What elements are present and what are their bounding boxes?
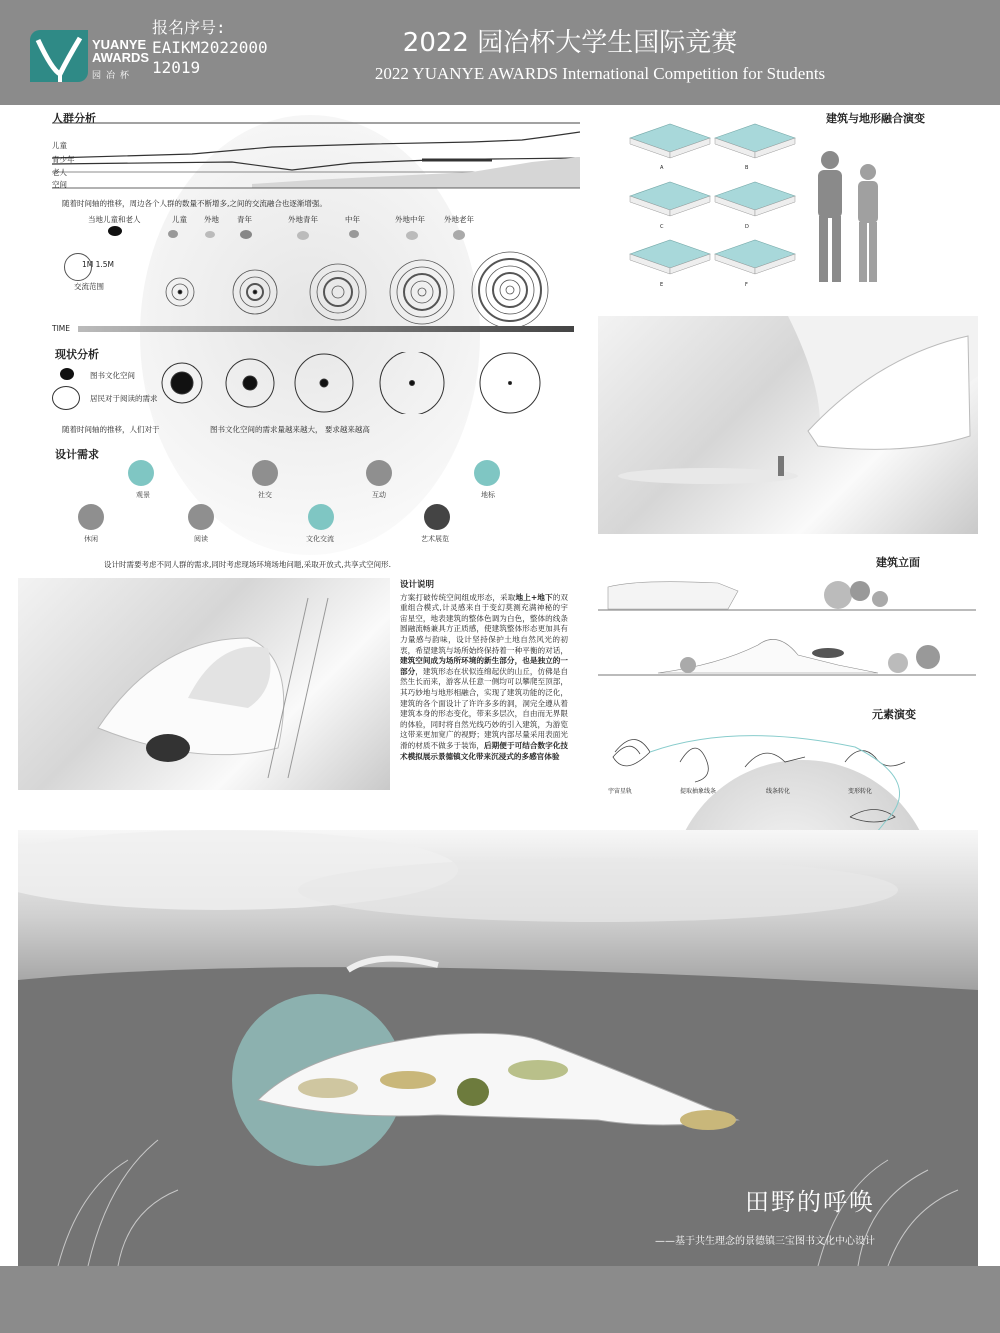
status-rings xyxy=(160,352,580,414)
need-label: 地标 xyxy=(481,491,495,499)
group-dot xyxy=(168,230,178,238)
group-label-6: 外地中年 xyxy=(395,215,425,224)
range-label: 1M 1.5M xyxy=(82,260,115,269)
logo-line1: YUANYE xyxy=(92,37,147,52)
group-dot xyxy=(108,226,122,236)
landmark-icon xyxy=(474,460,500,486)
element-step: 线条转化 xyxy=(766,788,791,795)
group-label-7: 外地老年 xyxy=(444,215,474,224)
viewing-icon xyxy=(128,460,154,486)
terrain-step: D xyxy=(745,224,749,230)
need-label: 阅读 xyxy=(194,535,208,543)
group-dot xyxy=(240,230,252,239)
yuanye-logo-icon xyxy=(30,30,88,82)
element-step: 变形转化 xyxy=(848,788,873,795)
terrain-diagrams xyxy=(625,120,800,290)
time-axis xyxy=(78,326,574,332)
status-caption2: 图书文化空间的需求量越来越大， 要求越来越高 xyxy=(210,425,370,434)
group-label-1: 儿童 xyxy=(172,215,187,224)
group-dot xyxy=(297,231,309,240)
reading-icon xyxy=(188,504,214,530)
elevation-drawings xyxy=(598,565,976,685)
group-label-4: 外地青年 xyxy=(288,215,318,224)
group-dot xyxy=(349,230,359,238)
leisure-icon xyxy=(78,504,104,530)
description-b3: 后期便于可结合数字化技术模拟展示景德镇文化带来沉浸式的多感官体验 xyxy=(400,740,569,761)
people-figures xyxy=(800,140,900,290)
registration-number xyxy=(152,18,268,78)
terrain-step: B xyxy=(745,165,749,171)
status-heading: 现状分析 xyxy=(55,348,99,361)
reg-line1: EAIKM2022000 xyxy=(152,38,268,57)
interaction-icon xyxy=(366,460,392,486)
need-label: 艺术展览 xyxy=(421,535,449,543)
interior-render-right xyxy=(598,316,978,534)
crowd-chart xyxy=(52,122,580,192)
crowd-row-teens: 青少年 xyxy=(52,155,75,164)
description-b1: 地上+地下 xyxy=(515,592,553,602)
project-title: 田野的呼唤 xyxy=(745,1188,875,1216)
culture-exchange-icon xyxy=(308,504,334,530)
status-caption1: 随着时间轴的推移，人们对于 xyxy=(62,425,160,434)
art-exhibition-icon xyxy=(424,504,450,530)
element-step: 宇宙星轨 xyxy=(608,788,633,795)
elements-heading: 元素演变 xyxy=(872,708,916,721)
social-icon xyxy=(252,460,278,486)
exchange-label: 交流范围 xyxy=(74,282,104,291)
need-label: 观景 xyxy=(136,491,150,499)
interior-render-left xyxy=(18,578,390,790)
description-p2: 的双重组合模式,计灵感来自于变幻莫测充满神秘的宇宙星空，地表建筑的整体色调为白色，整体的线条圆融流畅兼具方正质感，使建筑整体形态更加具有力量感与韵味，设计坚持保护土地自然风光的初衷，希望建筑与场所始终保持着一种平衡的对话， xyxy=(400,592,569,655)
elevation-heading: 建筑立面 xyxy=(876,556,920,569)
group-label-2: 外地 xyxy=(204,215,219,224)
need-label: 社交 xyxy=(258,491,272,499)
logo-sub: 园冶杯 xyxy=(92,71,135,81)
status-legend1: 图书文化空间 xyxy=(90,371,135,380)
description-b2: 建筑空间成为场所环境的新生部分，也是独立的一部分 xyxy=(400,656,568,676)
crowd-row-elderly: 老人 xyxy=(52,168,67,177)
terrain-step: A xyxy=(660,165,664,171)
element-step: 提取抽象线条 xyxy=(680,788,717,795)
logo-text xyxy=(92,38,149,64)
terrain-step: C xyxy=(660,224,664,230)
group-label-3: 青年 xyxy=(237,215,252,224)
design-description xyxy=(400,580,568,762)
time-label: TIME xyxy=(52,324,71,333)
title-chinese: 2022 园冶杯大学生国际竞赛 xyxy=(402,28,738,58)
group-dot xyxy=(205,231,215,238)
needs-note: 设计时需要考虑不同人群的需求,同时考虑现场环境场地问题,采取开放式,共享式空间形. xyxy=(104,560,392,569)
terrain-step: F xyxy=(745,282,748,288)
project-subtitle: ——基于共生理念的景德镇三宝图书文化中心设计 xyxy=(655,1236,875,1247)
description-p3: ，建筑形态在状似连绵起伏的山丘，仿佛是自然生长而来，游客从任意一侧均可以攀爬至顶部，其巧妙地与地形相融合，实现了建筑功能的泛化，建筑的各个面设计了许许多多的洞，洞完全遵从着建筑本身的形态变化，带来多层次，自由而无界限的体验，同时将自然光线巧妙的引入建筑，为游览这带来更加宽广的视野；建筑内部尽量采用表面光滑的材质不做多于装饰， xyxy=(400,666,569,750)
terrain-step: E xyxy=(660,282,664,288)
needs-heading: 设计需求 xyxy=(55,448,99,461)
group-label-5: 中年 xyxy=(345,215,360,224)
terrain-heading: 建筑与地形融合演变 xyxy=(826,112,925,125)
reg-line2: 12019 xyxy=(152,58,201,77)
description-p1: 方案打破传统空间组成形态，采取 xyxy=(400,592,516,602)
need-label: 文化交流 xyxy=(306,535,334,543)
legend-ring xyxy=(52,386,80,410)
crowd-row-space: 空间 xyxy=(52,180,67,189)
need-label: 互动 xyxy=(372,491,386,499)
crowd-heading: 人群分析 xyxy=(52,112,96,125)
group-dot xyxy=(406,231,418,240)
footer-bar xyxy=(0,1266,1000,1333)
group-dot xyxy=(453,230,465,240)
group-label-0: 当地儿童和老人 xyxy=(88,215,141,224)
legend-dot xyxy=(60,368,74,380)
title-english: 2022 YUANYE AWARDS International Competition for Students xyxy=(374,64,826,83)
description-heading: 设计说明 xyxy=(400,580,435,590)
crowd-row-children: 儿童 xyxy=(52,141,67,150)
need-label: 休闲 xyxy=(84,535,98,543)
exchange-rings xyxy=(160,250,580,330)
crowd-caption: 随着时间轴的推移，周边各个人群的数量不断增多,之间的交流融合也逐渐增强。 xyxy=(62,199,327,208)
reg-label: 报名序号: xyxy=(152,18,226,37)
logo-line2: AWARDS xyxy=(92,50,150,65)
status-legend2: 居民对于阅读的需求 xyxy=(90,394,158,403)
